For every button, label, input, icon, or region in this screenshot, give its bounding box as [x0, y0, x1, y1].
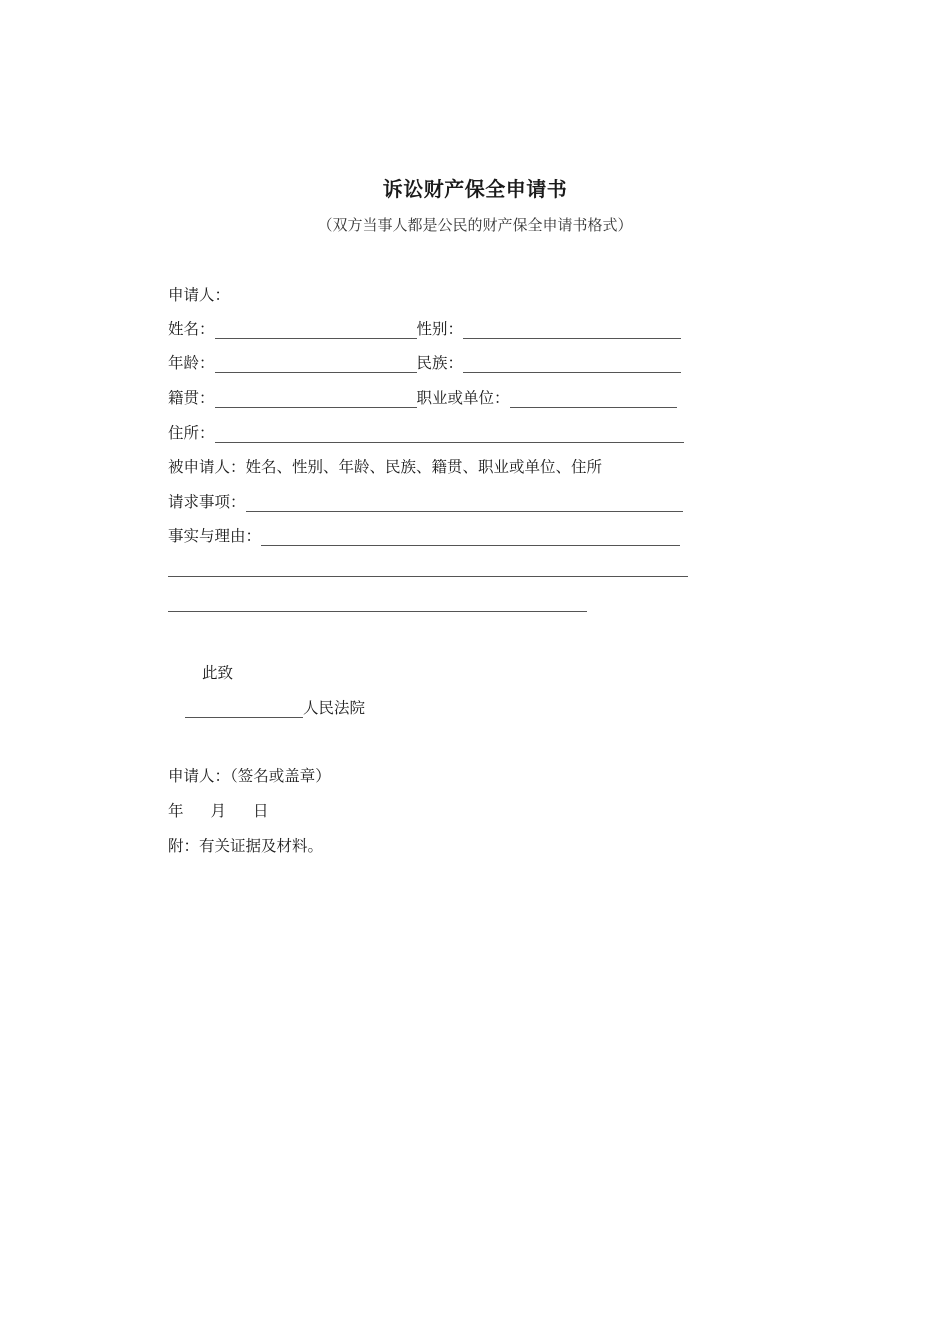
gender-label: 性别： — [416, 320, 464, 338]
gender-field[interactable] — [463, 318, 681, 339]
document-subtitle: （双方当事人都是公民的财产保全申请书格式） — [317, 216, 633, 234]
origin-occupation-row — [168, 386, 677, 410]
applicant-heading — [168, 283, 230, 307]
date-row — [168, 799, 269, 823]
salutation-row — [202, 661, 233, 685]
respondent-row — [168, 455, 602, 479]
name-label: 姓名： — [168, 320, 215, 338]
occupation-field[interactable] — [510, 387, 677, 408]
origin-label: 籍贯： — [168, 389, 215, 407]
request-label: 请求事项： — [168, 493, 246, 511]
age-ethnicity-row — [168, 351, 681, 375]
applicant-heading-label: 申请人： — [168, 286, 231, 304]
signature-row — [168, 764, 331, 788]
date-day: 日 — [253, 802, 269, 820]
origin-field[interactable] — [215, 387, 417, 408]
ethnicity-label: 民族： — [416, 354, 464, 372]
age-label: 年龄： — [168, 354, 215, 372]
attachment-row — [168, 834, 323, 858]
attachment-text: 附：有关证据及材料。 — [168, 837, 324, 855]
court-name-field[interactable] — [185, 697, 303, 718]
date-year: 年 — [168, 802, 184, 820]
age-field[interactable] — [215, 352, 417, 373]
facts-row — [168, 524, 680, 548]
address-row — [168, 421, 684, 445]
address-label: 住所： — [168, 424, 215, 442]
salutation-text: 此致 — [202, 664, 234, 682]
facts-continuation-line-2[interactable] — [168, 611, 587, 612]
document-title: 诉讼财产保全申请书 — [382, 177, 568, 201]
name-gender-row — [168, 317, 681, 341]
respondent-text: 被申请人：姓名、性别、年龄、民族、籍贯、职业或单位、住所 — [168, 458, 603, 476]
facts-field[interactable] — [261, 525, 680, 546]
date-month: 月 — [210, 802, 227, 820]
occupation-label: 职业或单位： — [416, 389, 510, 407]
court-row — [185, 696, 365, 720]
name-field[interactable] — [215, 318, 417, 339]
court-suffix: 人民法院 — [303, 699, 366, 717]
ethnicity-field[interactable] — [463, 352, 681, 373]
address-field[interactable] — [215, 422, 684, 443]
signature-label: 申请人：（签名或盖章） — [168, 767, 331, 785]
facts-continuation-line-1[interactable] — [168, 576, 688, 577]
request-field[interactable] — [246, 491, 683, 512]
request-row — [168, 490, 683, 514]
facts-label: 事实与理由： — [168, 527, 262, 545]
